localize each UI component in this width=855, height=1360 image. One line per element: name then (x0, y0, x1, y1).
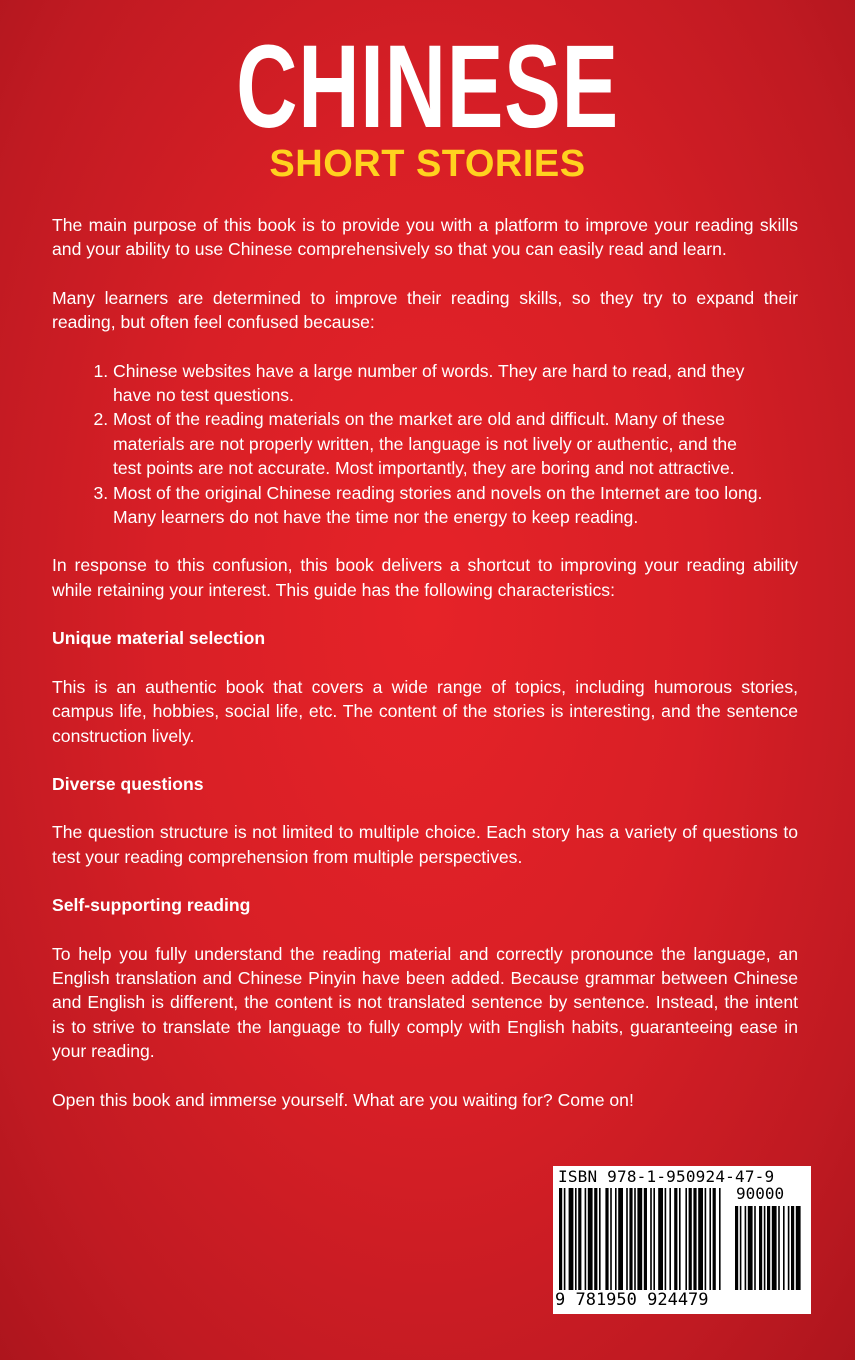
issues-list (52, 359, 798, 530)
barcode-bar (578, 1188, 581, 1290)
barcode-bar (559, 1188, 562, 1290)
barcode-bar (713, 1188, 716, 1290)
list-item: 2. Most of the reading materials on the market are old and difficult. Many of these materials are not properly written, the language is not lively or authentic, and the test points are not accurate. Most importantly, they are boring and not attractive. (113, 407, 743, 480)
barcode-bar (569, 1188, 574, 1290)
barcode-bar (615, 1188, 617, 1290)
section-heading-questions: Diverse questions (52, 773, 204, 794)
addon-bar (772, 1206, 777, 1290)
addon-bar (778, 1206, 780, 1290)
section-text-material: This is an authentic book that covers a wide range of topics, including humorous stories, campus life, hobbies, social life, etc. The content of the stories is interesting, and the sentence construction lively. (52, 676, 798, 746)
barcode-bar (709, 1188, 711, 1290)
barcode-bar (637, 1188, 642, 1290)
barcode-bar (665, 1188, 667, 1290)
addon-bar (764, 1206, 766, 1290)
section-text-reading: To help you fully understand the reading material and correctly pronounce the language, an English translation and Chinese Pinyin have been added. Because grammar between Chinese and English is different, the content is not translated sentence by sentence. Instead, the intent is to strive to translate the language to fully comply with English habits, guaranteeing ease in your reading. (52, 943, 798, 1062)
barcode-bar (634, 1188, 636, 1290)
book-subtitle: SHORT STORIES (269, 143, 586, 185)
addon-bar (767, 1206, 770, 1290)
addon-bar (759, 1206, 762, 1290)
barcode-bar (653, 1188, 655, 1290)
barcode-bar (605, 1188, 608, 1290)
barcode-bar (594, 1188, 597, 1290)
barcode-bar (626, 1188, 628, 1290)
addon-bar (791, 1206, 794, 1290)
barcode-bar (719, 1188, 721, 1290)
barcode-bar (610, 1188, 612, 1290)
barcode-bar (679, 1188, 681, 1290)
barcode-bar (599, 1188, 601, 1290)
barcode-bar (644, 1188, 647, 1290)
section-text-questions: The question structure is not limited to multiple choice. Each story has a variety of questions to test your reading comprehension from multiple perspectives. (52, 822, 798, 867)
description-body (52, 213, 798, 1112)
barcode-bar (698, 1188, 703, 1290)
intro-paragraph: The main purpose of this book is to provide you with a platform to improve your reading skills and your ability to use Chinese comprehensively so that you can easily read and learn. (52, 215, 798, 260)
barcode-bar (685, 1188, 687, 1290)
barcode-bar (658, 1188, 663, 1290)
response-paragraph: In response to this confusion, this book delivers a shortcut to improving your reading ability while retaining your interest. This guide has the following characteristics: (52, 555, 798, 600)
section-heading-reading: Self-supporting reading (52, 895, 251, 916)
barcode-bar (674, 1188, 677, 1290)
addon-bar (788, 1206, 790, 1290)
ean-digits: 9 781950 924479 (555, 1290, 709, 1310)
addon-bar (748, 1206, 753, 1290)
barcode-bar (693, 1188, 696, 1290)
list-item: 3. Most of the original Chinese reading stories and novels on the Internet are too long. Many learners do not have the time nor the energy to keep reading. (113, 481, 798, 530)
addon-bar (745, 1206, 747, 1290)
addon-bar (796, 1206, 801, 1290)
addon-bar (735, 1206, 738, 1290)
barcode-bar (564, 1188, 566, 1290)
book-title: CHINESE (236, 21, 619, 153)
barcode-bar (705, 1188, 707, 1290)
barcode-bar (618, 1188, 623, 1290)
isbn-barcode (553, 1166, 811, 1314)
barcode-bar (669, 1188, 671, 1290)
list-item: 1. Chinese websites have a large number of words. They are hard to read, and they have no test questions. (113, 359, 773, 408)
barcode-bar (585, 1188, 587, 1290)
addon-bar (740, 1206, 742, 1290)
learners-paragraph: Many learners are determined to improve their reading skills, so they try to expand their reading, but often feel confused because: (52, 287, 798, 333)
isbn-number: ISBN 978-1-950924-47-9 (558, 1167, 775, 1186)
closing-paragraph: Open this book and immerse yourself. What are you waiting for? Come on! (52, 1089, 634, 1110)
barcode-bar (588, 1188, 593, 1290)
barcode-bar (689, 1188, 692, 1290)
addon-bar (754, 1206, 756, 1290)
addon-bar (783, 1206, 785, 1290)
barcode-bar (629, 1188, 632, 1290)
section-heading-material: Unique material selection (52, 628, 266, 649)
barcode-bar (575, 1188, 577, 1290)
barcode-bar (650, 1188, 652, 1290)
price-code: 90000 (736, 1184, 785, 1203)
